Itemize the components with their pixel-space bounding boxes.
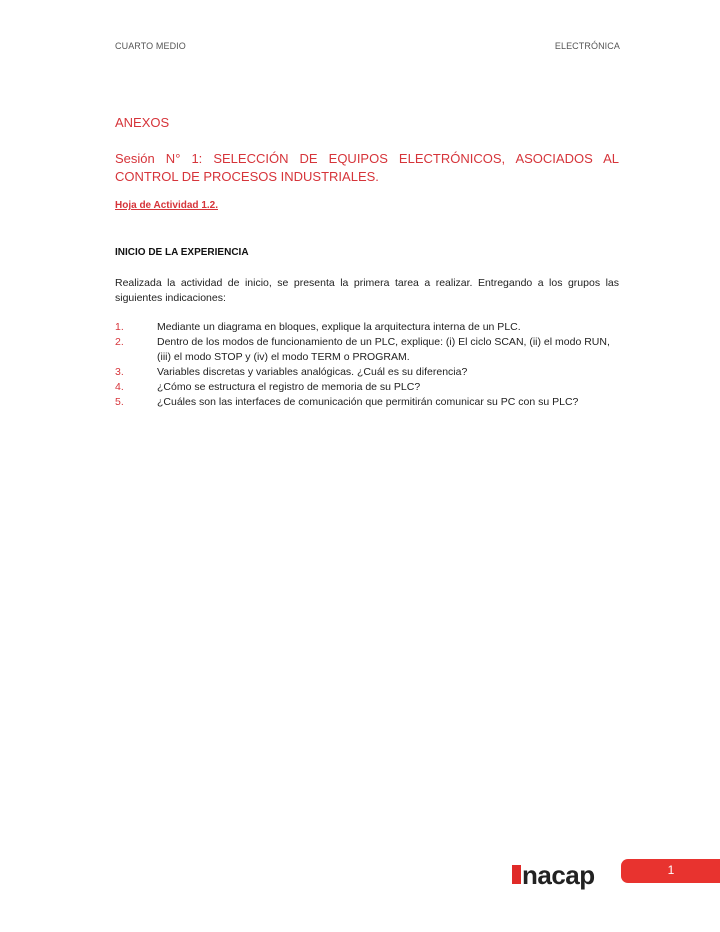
intro-paragraph: Realizada la actividad de inicio, se presenta la primera tarea a realizar. Entregando a los grupos las siguientes indicaciones: (115, 277, 619, 304)
list-text: Mediante un diagrama en bloques, explique la arquitectura interna de un PLC. (157, 321, 521, 333)
list-text: ¿Cómo se estructura el registro de memoria de su PLC? (157, 381, 421, 393)
session-title: Sesión N° 1: SELECCIÓN DE EQUIPOS ELECTRÓNICOS, ASOCIADOS AL CONTROL DE PROCESOS INDUSTRIALES. (115, 151, 619, 184)
header-course-level: CUARTO MEDIO (115, 41, 186, 51)
section-heading: INICIO DE LA EXPERIENCIA (115, 247, 249, 258)
page-number: 1 (667, 863, 675, 877)
list-item (115, 365, 620, 380)
list-number: 1. (115, 321, 124, 333)
list-text: Variables discretas y variables analógicas. ¿Cuál es su diferencia? (157, 366, 468, 378)
list-number: 4. (115, 381, 124, 393)
header-subject: ELECTRÓNICA (554, 41, 620, 51)
list-text: ¿Cuáles son las interfaces de comunicación que permitirán comunicar su PC con su PLC? (157, 396, 579, 408)
page-number-badge (621, 859, 720, 883)
list-item (115, 395, 620, 410)
list-text: Dentro de los modos de funcionamiento de un PLC, explique: (i) El ciclo SCAN, (ii) el modo RUN, (iii) el modo STOP y (iv) el modo TERM o PROGRAM. (157, 336, 610, 363)
list-number: 5. (115, 396, 124, 408)
list-number: 3. (115, 366, 124, 378)
task-list (115, 320, 620, 410)
list-item (115, 320, 620, 335)
annexes-heading: ANEXOS (115, 115, 170, 130)
logo-text: nacap (522, 860, 595, 890)
list-item (115, 335, 620, 365)
list-number: 2. (115, 336, 124, 348)
inacap-logo (512, 858, 595, 888)
list-item (115, 380, 620, 395)
activity-sheet-label: Hoja de Actividad 1.2. (115, 200, 218, 211)
logo-red-block-icon (512, 865, 521, 884)
